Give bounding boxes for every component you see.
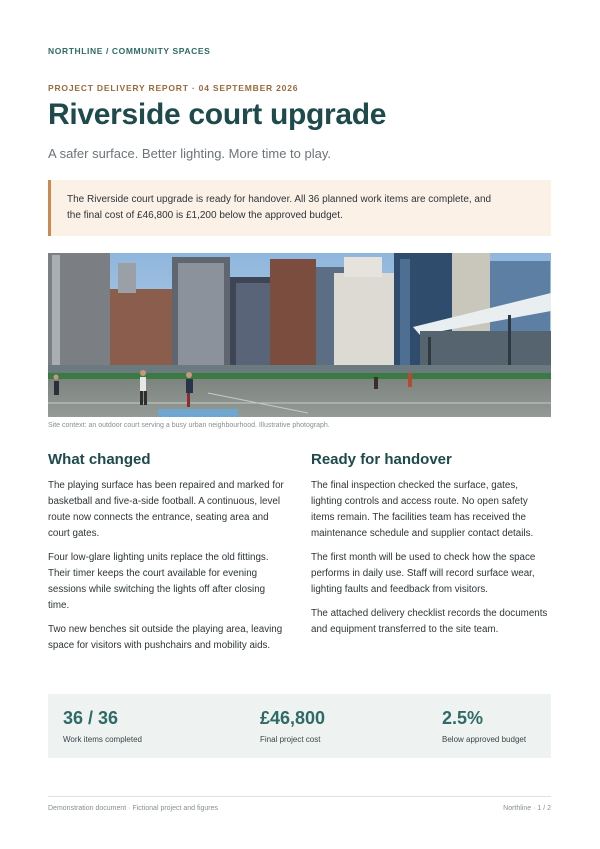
summary-line-2: the final cost of £46,800 is £1,200 below the approved budget. bbox=[67, 210, 343, 221]
stat-value: £46,800 bbox=[260, 708, 326, 728]
stat-final-cost bbox=[260, 707, 325, 744]
section-paragraph: The final inspection checked the surface, gates, lighting controls and access route. No open safety items remain. The facilities team has received the maintenance schedule and supplier contact details. bbox=[311, 480, 534, 539]
page-subtitle: A safer surface. Better lighting. More time to play. bbox=[48, 146, 331, 161]
stat-below-budget bbox=[442, 707, 526, 744]
stat-label: Work items completed bbox=[63, 735, 142, 744]
section-ready-for-handover bbox=[311, 451, 551, 646]
stat-label: Below approved budget bbox=[442, 735, 527, 744]
report-kicker: PROJECT DELIVERY REPORT · 04 SEPTEMBER 2026 bbox=[48, 83, 299, 93]
section-paragraph: The playing surface has been repaired and marked for basketball and five-a-side football. A continuous, level route now connects the entrance, seating area and court gates. bbox=[48, 480, 284, 539]
summary-callout bbox=[48, 180, 551, 236]
footer-page-number: Northline · 1 / 2 bbox=[503, 805, 551, 812]
footer-divider bbox=[48, 796, 551, 797]
section-heading: Ready for handover bbox=[311, 451, 452, 468]
summary-line-1: The Riverside court upgrade is ready for handover. All 36 planned work items are complete, and bbox=[67, 194, 492, 205]
section-what-changed bbox=[48, 451, 288, 662]
section-paragraph: The first month will be used to check how the space performs in daily use. Staff will record surface wear, lighting faults and feedback from visitors. bbox=[311, 552, 536, 595]
section-paragraph: Four low-glare lighting units replace the old fittings. Their timer keeps the court available for evening sessions while switching the lights off after closing time. bbox=[48, 552, 269, 611]
photo-caption: Site context: an outdoor court serving a busy urban neighbourhood. Illustrative photograph. bbox=[48, 422, 330, 429]
site-photo bbox=[48, 253, 551, 417]
stat-work-items bbox=[63, 707, 142, 744]
key-figures-panel bbox=[48, 694, 551, 758]
page-title: Riverside court upgrade bbox=[48, 98, 387, 131]
stat-value: 36 / 36 bbox=[63, 708, 119, 728]
footer-disclaimer: Demonstration document · Fictional project and figures bbox=[48, 805, 219, 812]
organisation-label: NORTHLINE / COMMUNITY SPACES bbox=[48, 46, 211, 56]
stat-label: Final project cost bbox=[260, 735, 321, 744]
section-paragraph: The attached delivery checklist records the documents and equipment transferred to the site team. bbox=[311, 608, 548, 635]
section-paragraph: Two new benches sit outside the playing area, leaving space for visitors with pushchairs and mobility aids. bbox=[48, 624, 283, 651]
section-heading: What changed bbox=[48, 451, 151, 468]
stat-value: 2.5% bbox=[442, 708, 484, 728]
